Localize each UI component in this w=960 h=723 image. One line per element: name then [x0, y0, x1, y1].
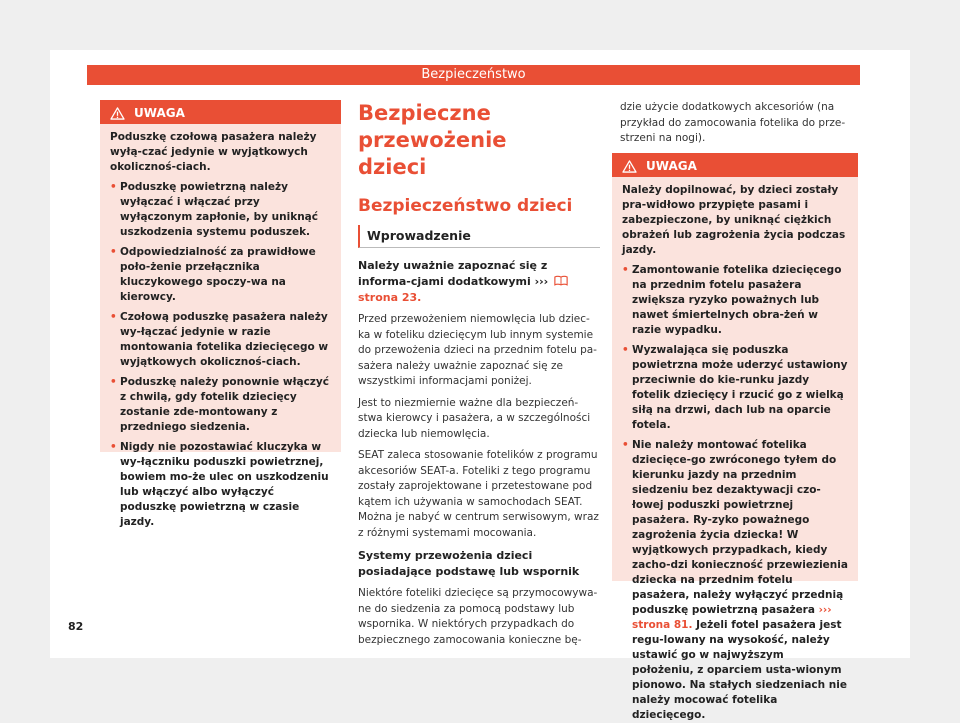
- warning-box-right: [612, 153, 858, 721]
- page-link[interactable]: strona 81.: [632, 619, 693, 631]
- warning-header: [100, 102, 341, 124]
- paragraph: Niektóre foteliki dziecięce są przymocowywa-ne do siedzenia za pomocą podstawy lub wspornika. W niektórych przypadkach do bezpiecznego zamocowania konieczne bę-: [358, 587, 598, 646]
- page-number: 82: [68, 620, 84, 633]
- warning-triangle-icon: [622, 160, 637, 173]
- list-item: • Poduszkę powietrzną należy wyłączać i włączać przy wyłączonym zapłonie, by uniknąć uszkodzenia systemu poduszek.: [110, 181, 318, 238]
- list-item: • Nie należy montować fotelika dziecięce-go zwróconego tyłem do kierunku jazdy na przednim siedzeniu bez dezaktywacji czo-łowej poduszki powietrznej pasażera. Ry-zyko poważnego zagrożenia życia dziecka! W wyjątkowych przypadkach, kiedy zacho-dzi konieczność przewiezienia dziecka na przednim fotelu pasażera, należy wyłączyć przednią poduszkę powietrzną pasażera ››› strona 81. Jeżeli fotel pasażera jest regu-lowany na wysokość, należy ustawić go w najwyższym położeniu, z oparciem usta-wionym pionowo. Na stałych siedzeniach nie należy mocować fotelika dziecięcego.: [622, 439, 848, 721]
- warning-triangle-icon: [110, 107, 125, 120]
- warning-intro: Poduszkę czołową pasażera należy wyłą-czać jedynie w wyjątkowych okolicznoś-ciach.: [110, 131, 317, 173]
- page-link[interactable]: strona 23.: [358, 291, 422, 304]
- page-header: Bezpieczeństwo: [87, 65, 860, 85]
- paragraph: Jest to niezmiernie ważne dla bezpieczeń-stwa kierowcy i pasażera, a w szczególności dziecka lub niemowlęcia.: [358, 396, 591, 440]
- list-item: • Odpowiedzialność za prawidłowe poło-żenie przełącznika kluczykowego spoczy-wa na kierowcy.: [110, 246, 316, 303]
- warning-title: UWAGA: [134, 106, 185, 120]
- list-item: • Nigdy nie pozostawiać kluczyka w wy-łączniku poduszki powietrznej, bowiem mo-że ulec on uszkodzeniu lub włączyć albo wyłączyć poduszkę powietrzną w czasie jazdy.: [110, 441, 329, 528]
- subheading: Systemy przewożenia dzieci posiadające podstawę lub wspornik: [358, 549, 580, 578]
- section-title: Bezpieczeństwo dzieci: [358, 196, 573, 216]
- subsection-title: Wprowadzenie: [358, 225, 600, 248]
- warning-box-left: [100, 100, 341, 528]
- warning-title: UWAGA: [646, 159, 697, 173]
- list-item: • Czołową poduszkę pasażera należy wy-łączać jedynie w razie montowania fotelika dziecięcego w wyjątkowych okolicznoś-ciach.: [110, 311, 329, 368]
- list-item: • Poduszkę należy ponownie włączyć z chwilą, gdy fotelik dziecięcy zostanie zde-montowany z przedniego siedzenia.: [110, 376, 329, 433]
- list-item: • Wyzwalająca się poduszka powietrzna może uderzyć ustawiony przeciwnie do kie-runku jazdy fotelik dziecięcy i rzucić go z wielką siłą na drzwi, dach lub na oparcie fotela.: [622, 344, 848, 431]
- warning-intro: Należy dopilnować, by dzieci zostały pra-widłowo przypięte pasami i zabezpieczone, by uniknąć ciężkich obrażeń lub zagrożenia życia podczas jazdy.: [622, 184, 846, 256]
- paragraph: Przed przewożeniem niemowlęcia lub dziec-ka w foteliku dziecięcym lub innym systemie do przewożenia dzieci na przednim fotelu pa-sażera należy uważnie zapoznać się ze wszystkimi informacjami poniżej.: [358, 313, 597, 387]
- warning-header: [612, 155, 858, 177]
- paragraph-continuation: dzie użycie dodatkowych akcesoriów (na przykład do zamocowania fotelika do prze-strzeni na nogi).: [620, 101, 846, 144]
- page-title: Bezpieczne przewożenie dzieci: [358, 101, 507, 179]
- list-item: • Zamontowanie fotelika dziecięcego na przednim fotelu pasażera zwiększa ryzyko poważnych lub nawet śmiertelnych obra-żeń w razie wypadku.: [622, 264, 842, 336]
- main-column: [358, 100, 600, 648]
- book-icon: [554, 275, 568, 286]
- lead-text: Należy uważnie zapoznać się z informa-cjami dodatkowymi ››› strona 23.: [358, 258, 600, 306]
- paragraph: SEAT zaleca stosowanie fotelików z programu akcesoriów SEAT-a. Foteliki z tego programu zostały zaprojektowane i przetestowane pod kątem ich używania w samochodach SEAT. Można je nabyć w centrum serwisowym, wraz z różnymi systemami mocowania.: [358, 449, 599, 539]
